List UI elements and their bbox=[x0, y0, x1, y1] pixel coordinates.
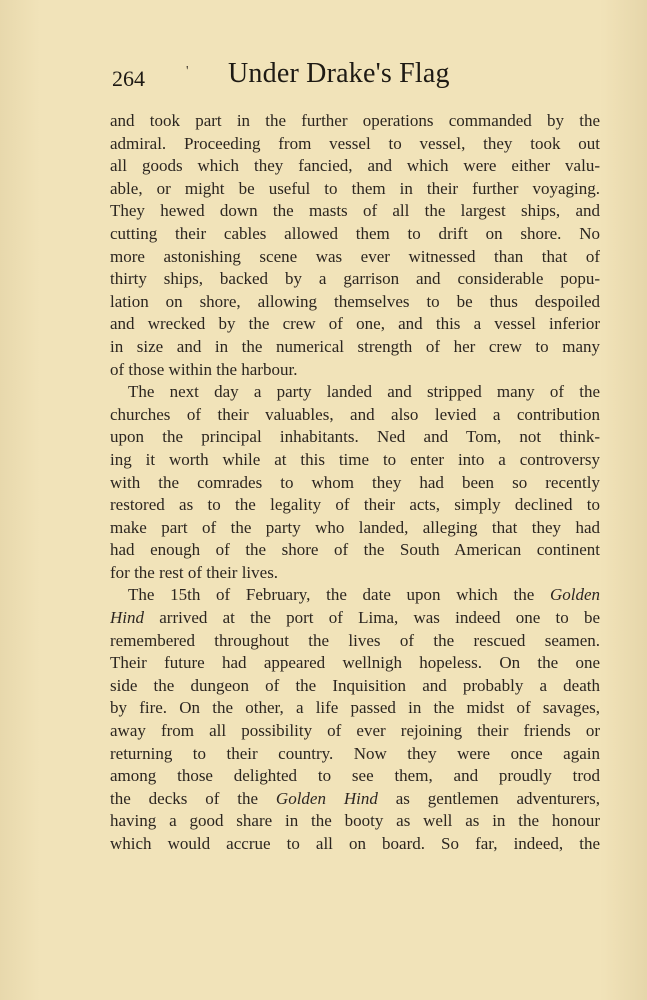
text-line: for the rest of their lives. bbox=[110, 562, 279, 582]
running-title: Under Drake's Flag bbox=[228, 58, 450, 89]
header-mark: ' bbox=[186, 64, 189, 79]
page-number: 264 bbox=[112, 66, 145, 91]
page-header bbox=[108, 56, 600, 98]
text-line: away from all possibility of ever rejoining their friends or bbox=[110, 721, 600, 741]
text-line: with the comrades to whom they had been so recently bbox=[110, 472, 600, 492]
text-line: admiral. Proceeding from vessel to vessel, they took out bbox=[110, 133, 600, 153]
text-line: all goods which they fancied, and which were either valu- bbox=[110, 156, 600, 176]
text-line: They hewed down the masts of all the largest ships, and bbox=[110, 201, 600, 221]
text-line: which would accrue to all on board. So far, indeed, the bbox=[110, 834, 600, 853]
text-line: ing it worth while at this time to enter into a controversy bbox=[110, 449, 600, 469]
text-line: and took part in the further operations commanded by the bbox=[110, 111, 600, 130]
text-line: cutting their cables allowed them to drift on shore. No bbox=[110, 223, 600, 243]
text-line: side the dungeon of the Inquisition and probably a death bbox=[110, 675, 600, 695]
text-line: the decks of the Golden Hind as gentlemen adventurers, bbox=[110, 788, 600, 808]
text-line: churches of their valuables, and also levied a contribution bbox=[110, 404, 600, 424]
text-line: in size and in the numerical strength of her crew to many bbox=[110, 336, 600, 356]
text-line: Hind arrived at the port of Lima, was indeed one to be bbox=[110, 608, 600, 628]
text-line: restored as to the legality of their acts, simply declined to bbox=[110, 495, 600, 515]
text-line: returning to their country. Now they were once again bbox=[110, 743, 600, 763]
text-line: more astonishing scene was ever witnessed than that of bbox=[110, 246, 600, 266]
text-line: The next day a party landed and stripped many of the bbox=[128, 382, 600, 402]
text-line: of those within the harbour. bbox=[110, 359, 298, 379]
italic-title: Golden bbox=[549, 585, 600, 605]
text-line: having a good share in the booty as well as in the honour bbox=[110, 811, 600, 831]
text-line: lation on shore, allowing themselves to be thus despoiled bbox=[110, 291, 600, 311]
text-line: The 15th of February, the date upon which the Golden bbox=[128, 585, 600, 605]
text-line: thirty ships, backed by a garrison and considerable popu- bbox=[110, 269, 600, 289]
body-text bbox=[110, 110, 600, 856]
italic-title: Golden Hind bbox=[275, 788, 378, 808]
text-line: and wrecked by the crew of one, and this a vessel inferior bbox=[110, 314, 600, 334]
text-line: among those delighted to see them, and proudly trod bbox=[110, 766, 600, 786]
text-line: by fire. On the other, a life passed in the midst of savages, bbox=[110, 698, 600, 718]
text-line: make part of the party who landed, alleging that they had bbox=[110, 517, 600, 537]
text-line: able, or might be useful to them in their further voyaging. bbox=[110, 178, 600, 198]
text-line: had enough of the shore of the South American continent bbox=[110, 540, 600, 560]
text-line: upon the principal inhabitants. Ned and Tom, not think- bbox=[110, 427, 600, 447]
italic-title: Hind bbox=[110, 608, 144, 628]
text-line: remembered throughout the lives of the rescued seamen. bbox=[110, 630, 600, 650]
text-line: Their future had appeared wellnigh hopeless. On the one bbox=[110, 653, 600, 673]
